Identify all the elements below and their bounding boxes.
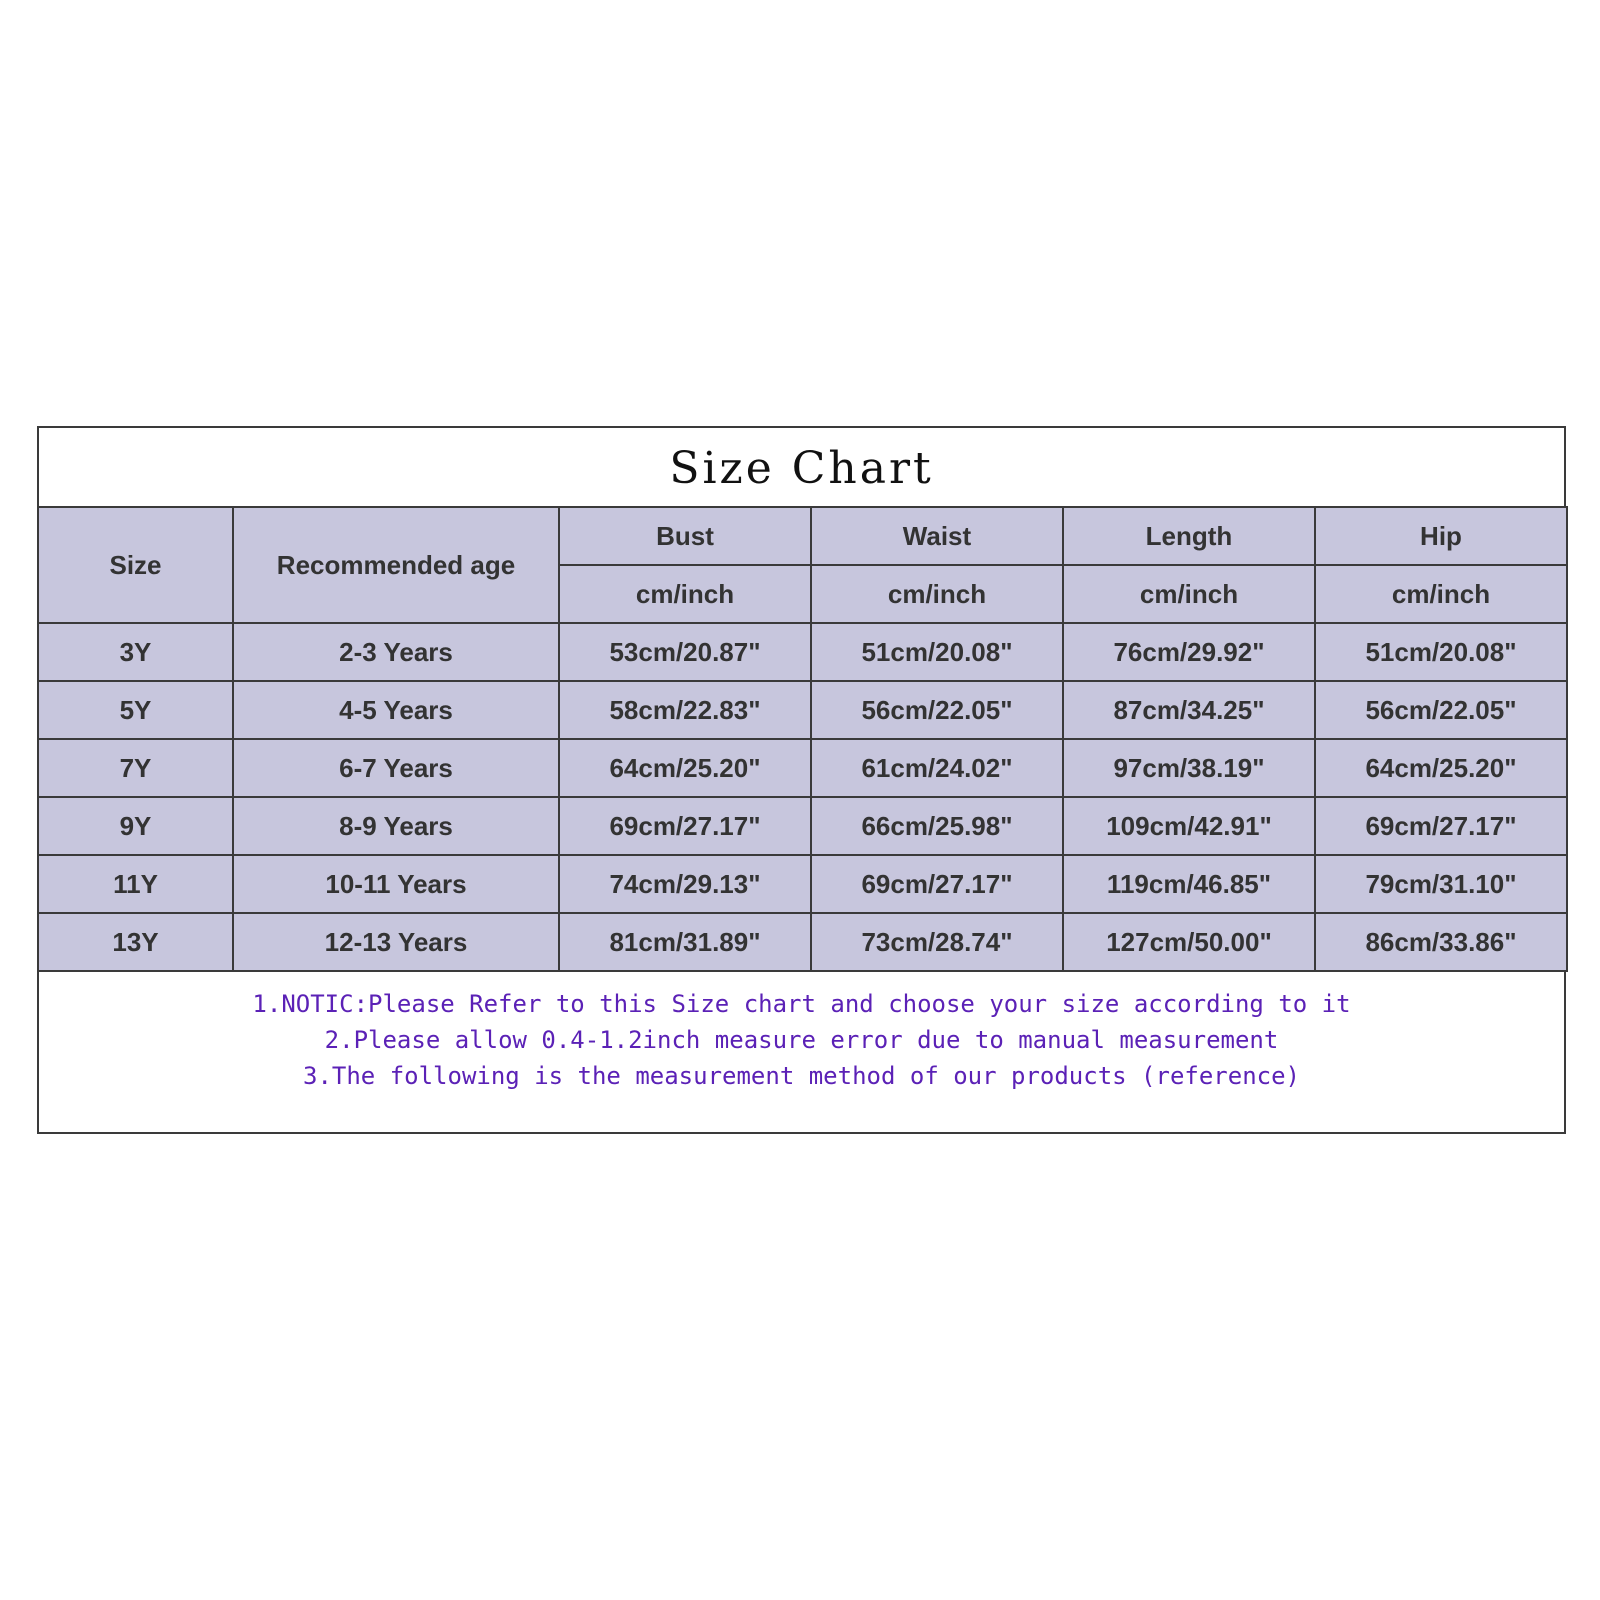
header-waist: Waist xyxy=(811,507,1063,565)
cell-bust: 81cm/31.89" xyxy=(559,913,811,971)
cell-hip: 86cm/33.86" xyxy=(1315,913,1567,971)
cell-waist: 73cm/28.74" xyxy=(811,913,1063,971)
header-row xyxy=(38,507,1567,565)
chart-title: Size Chart xyxy=(669,442,934,494)
cell-length: 119cm/46.85" xyxy=(1063,855,1315,913)
unit-waist: cm/inch xyxy=(811,565,1063,623)
cell-size: 3Y xyxy=(38,623,233,681)
cell-hip: 69cm/27.17" xyxy=(1315,797,1567,855)
unit-hip: cm/inch xyxy=(1315,565,1567,623)
cell-hip: 51cm/20.08" xyxy=(1315,623,1567,681)
cell-waist: 61cm/24.02" xyxy=(811,739,1063,797)
cell-length: 109cm/42.91" xyxy=(1063,797,1315,855)
table-row xyxy=(38,739,1567,797)
note-line: 2.Please allow 0.4-1.2inch measure error due to manual measurement xyxy=(324,1026,1279,1054)
cell-bust: 58cm/22.83" xyxy=(559,681,811,739)
cell-age: 6-7 Years xyxy=(233,739,559,797)
cell-bust: 74cm/29.13" xyxy=(559,855,811,913)
cell-size: 13Y xyxy=(38,913,233,971)
cell-length: 97cm/38.19" xyxy=(1063,739,1315,797)
header-size: Size xyxy=(38,507,233,623)
cell-size: 9Y xyxy=(38,797,233,855)
table-row xyxy=(38,623,1567,681)
cell-age: 10-11 Years xyxy=(233,855,559,913)
table-row xyxy=(38,855,1567,913)
cell-waist: 51cm/20.08" xyxy=(811,623,1063,681)
cell-bust: 64cm/25.20" xyxy=(559,739,811,797)
table-row xyxy=(38,797,1567,855)
cell-hip: 56cm/22.05" xyxy=(1315,681,1567,739)
cell-size: 5Y xyxy=(38,681,233,739)
header-bust: Bust xyxy=(559,507,811,565)
size-table xyxy=(37,506,1568,972)
cell-length: 127cm/50.00" xyxy=(1063,913,1315,971)
note-line: 3.The following is the measurement method of our products (reference) xyxy=(303,1062,1300,1090)
cell-waist: 56cm/22.05" xyxy=(811,681,1063,739)
cell-age: 2-3 Years xyxy=(233,623,559,681)
cell-age: 8-9 Years xyxy=(233,797,559,855)
cell-age: 4-5 Years xyxy=(233,681,559,739)
table-row xyxy=(38,913,1567,971)
cell-waist: 69cm/27.17" xyxy=(811,855,1063,913)
size-chart-frame xyxy=(37,426,1566,1134)
cell-bust: 69cm/27.17" xyxy=(559,797,811,855)
cell-hip: 64cm/25.20" xyxy=(1315,739,1567,797)
header-length: Length xyxy=(1063,507,1315,565)
header-hip: Hip xyxy=(1315,507,1567,565)
note-line: 1.NOTIC:Please Refer to this Size chart and choose your size according to it xyxy=(252,990,1351,1018)
unit-length: cm/inch xyxy=(1063,565,1315,623)
cell-size: 7Y xyxy=(38,739,233,797)
header-recommended-age: Recommended age xyxy=(233,507,559,623)
table-row xyxy=(38,681,1567,739)
cell-size: 11Y xyxy=(38,855,233,913)
cell-length: 76cm/29.92" xyxy=(1063,623,1315,681)
cell-bust: 53cm/20.87" xyxy=(559,623,811,681)
notes xyxy=(39,986,1564,1094)
unit-bust: cm/inch xyxy=(559,565,811,623)
cell-age: 12-13 Years xyxy=(233,913,559,971)
cell-length: 87cm/34.25" xyxy=(1063,681,1315,739)
cell-waist: 66cm/25.98" xyxy=(811,797,1063,855)
cell-hip: 79cm/31.10" xyxy=(1315,855,1567,913)
